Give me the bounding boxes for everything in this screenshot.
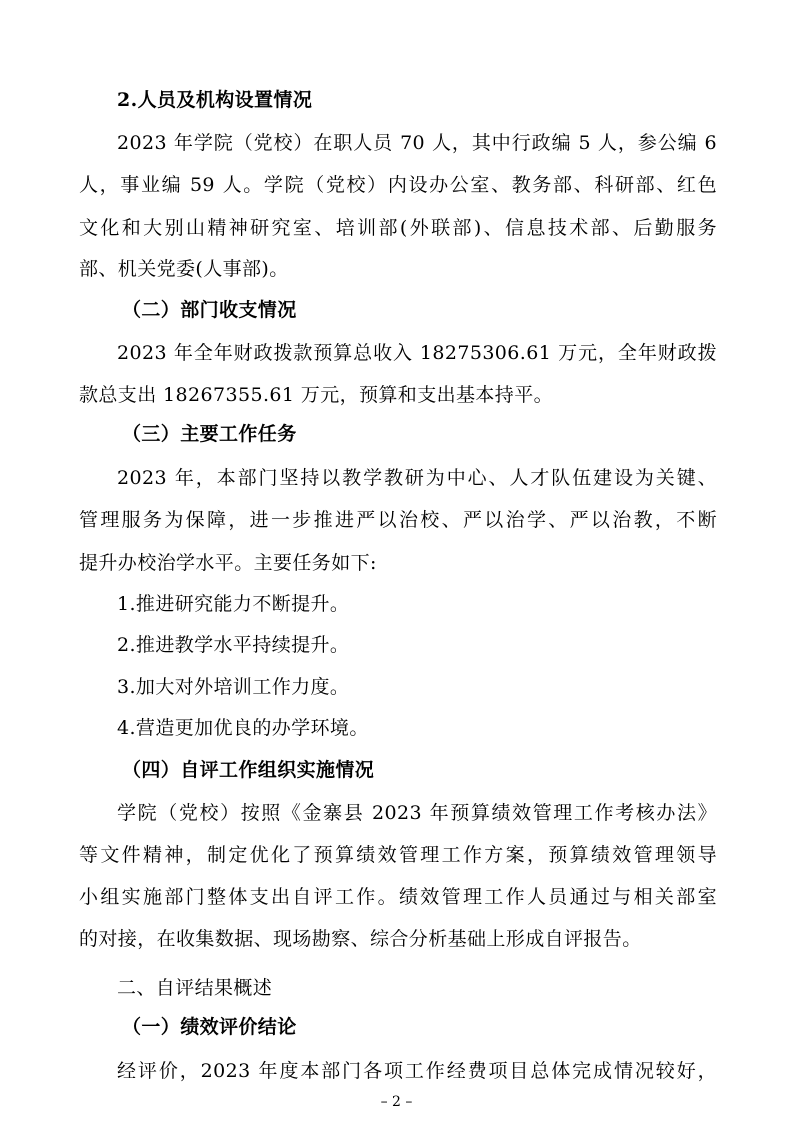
staff-paragraph-line: 部、机关党委(人事部)。	[79, 258, 289, 280]
task-list-item: 3.加大对外培训工作力度。	[117, 676, 350, 698]
tasks-paragraph-line: 2023 年，本部门坚持以教学教研为中心、人才队伍建设为关键、	[117, 467, 717, 489]
heading-income-expense: （二）部门收支情况	[122, 299, 297, 321]
staff-paragraph-line: 人，事业编 59 人。学院（党校）内设办公室、教务部、科研部、红色	[79, 174, 717, 196]
eval-org-paragraph-line: 学院（党校）按照《金寨县 2023 年预算绩效管理工作考核办法》	[117, 802, 717, 824]
tasks-paragraph-line: 提升办校治学水平。主要任务如下:	[79, 552, 377, 574]
staff-paragraph-line: 2023 年学院（党校）在职人员 70 人，其中行政编 5 人，参公编 6	[117, 132, 717, 154]
conclusion-paragraph-line: 经评价，2023 年度本部门各项工作经费项目总体完成情况较好，	[117, 1060, 717, 1082]
heading-staff-org: 2.人员及机构设置情况	[117, 89, 313, 111]
eval-org-paragraph-line: 小组实施部门整体支出自评工作。绩效管理工作人员通过与相关部室	[79, 886, 717, 908]
page-number: – 2 –	[380, 1094, 413, 1110]
income-paragraph-line: 2023 年全年财政拨款预算总收入 18275306.61 万元，全年财政拨	[117, 342, 717, 364]
task-list-item: 4.营造更加优良的办学环境。	[117, 717, 369, 739]
task-list-item: 2.推进教学水平持续提升。	[117, 634, 350, 656]
heading-section-two: 二、自评结果概述	[117, 977, 273, 999]
eval-org-paragraph-line: 的对接，在收集数据、现场勘察、综合分析基础上形成自评报告。	[79, 928, 642, 950]
staff-paragraph-line: 文化和大别山精神研究室、培训部(外联部)、信息技术部、后勤服务	[79, 217, 717, 239]
heading-self-evaluation-organization: （四）自评工作组织实施情况	[122, 759, 375, 781]
tasks-paragraph-line: 管理服务为保障，进一步推进严以治校、严以治学、严以治教，不断	[79, 509, 717, 531]
income-paragraph-line: 款总支出 18267355.61 万元，预算和支出基本持平。	[79, 384, 554, 406]
heading-main-tasks: （三）主要工作任务	[122, 423, 297, 445]
eval-org-paragraph-line: 等文件精神，制定优化了预算绩效管理工作方案，预算绩效管理领导	[79, 844, 717, 866]
task-list-item: 1.推进研究能力不断提升。	[117, 593, 350, 615]
heading-performance-conclusion: （一）绩效评价结论	[122, 1016, 297, 1038]
